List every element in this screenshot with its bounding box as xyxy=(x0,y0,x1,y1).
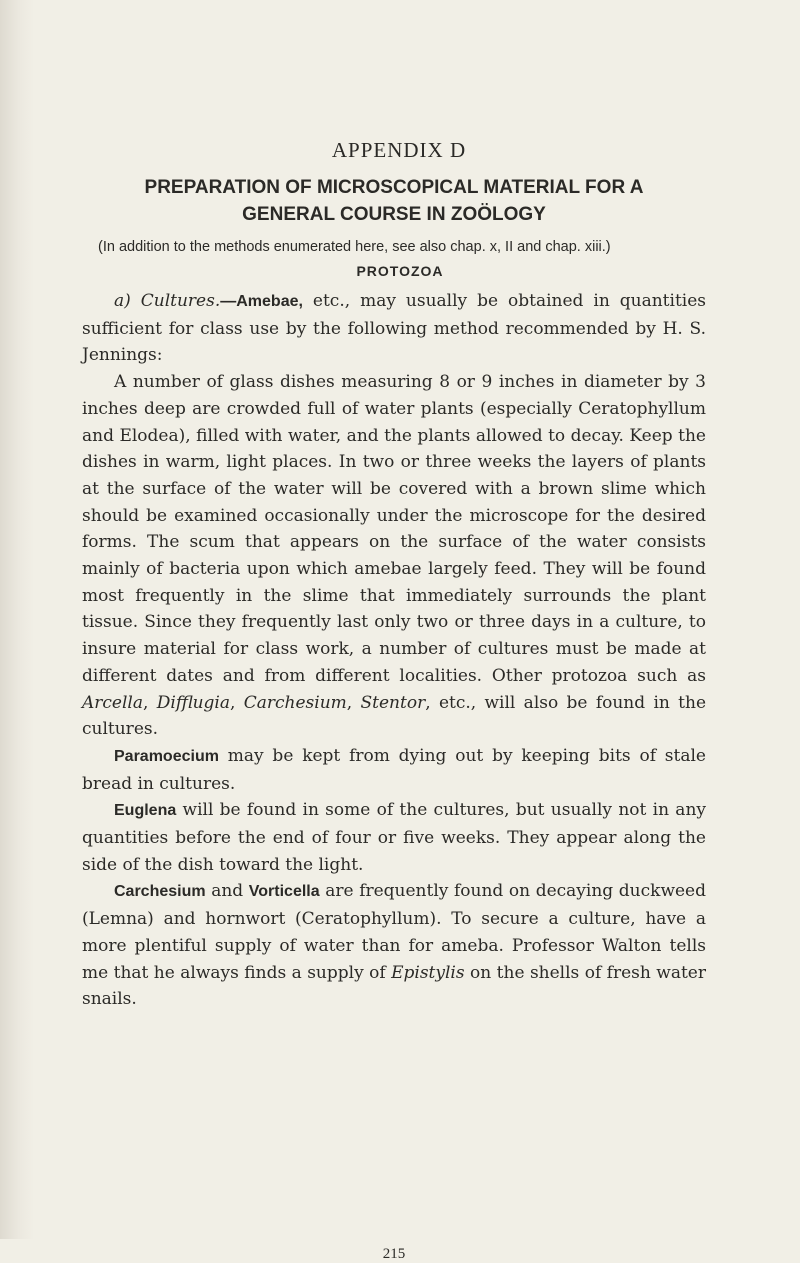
euglena-term: Euglena xyxy=(114,802,177,820)
euglena-text: will be found in some of the cultures, but usually not in any quantities before the end of four or five weeks. They appear along the side of the dish toward the light. xyxy=(82,800,706,875)
chapter-title xyxy=(82,174,706,228)
conjunction: and xyxy=(205,881,249,902)
paragraph-paramoecium xyxy=(82,743,706,797)
page-edge-shadow xyxy=(0,0,34,1239)
carchesium-term: Carchesium xyxy=(114,883,206,901)
method-tail: , etc., will also be found in the cultures. xyxy=(82,692,707,740)
paragraph-cultures xyxy=(82,288,706,369)
amebae-term: —Amebae, xyxy=(220,293,303,310)
section-heading-protozoa: PROTOZOA xyxy=(356,263,444,279)
paramoecium-term: Paramoecium xyxy=(114,747,219,765)
carchesium-tail: on the shells of fresh water snails. xyxy=(82,962,706,1010)
genus-separator: , xyxy=(346,692,361,713)
paragraph-method xyxy=(82,369,706,743)
method-text: A number of glass dishes measuring 8 or 9 inches in diameter by 3 inches deep are crowded full of water plants (especially Ceratophyllum and Elodea), filled with water, and the plants allowed to decay. Keep the dishes in warm, light places. In two or three weeks the layers of plants at the surface of the water will be covered with a brown slime which should be examined occasionally under the microscope for the desired forms. The scum that appears on the surface of the water consists mainly of bacteria upon which amebae largely feed. They will be found most frequently in the slime that immediately surrounds the plant tissue. Since they frequently last only two or three days in a culture, to insure material for class work, a number of cultures must be made at different dates and from different localities. Other protozoa such as xyxy=(82,372,706,686)
genus-separator: , xyxy=(229,692,244,713)
paramoecium-text: may be kept from dying out by keeping bits of stale bread in cultures. xyxy=(82,745,706,794)
genus-stentor: Stentor xyxy=(360,692,426,713)
genus-separator: , xyxy=(143,692,157,713)
cultures-text: etc., may usually be obtained in quantities sufficient for class use by the following method recommended by H. S. Jennings: xyxy=(82,291,706,366)
genus-arcella: Arcella xyxy=(82,692,143,713)
cultures-label: a) Cultures. xyxy=(114,291,221,311)
paragraph-euglena xyxy=(82,797,706,878)
chapter-title-line-1: PREPARATION OF MICROSCOPICAL MATERIAL FOR A xyxy=(144,177,644,198)
appendix-title: APPENDIX D xyxy=(331,138,467,162)
vorticella-term: Vorticella xyxy=(248,883,320,901)
carchesium-text: are frequently found on decaying duckweed (Lemna) and hornwort (Ceratophyllum). To secure a culture, have a more plentiful supply of water than for ameba. Professor Walton tells me that he always finds a supply of xyxy=(82,881,707,983)
genus-difflugia: Difflugia xyxy=(156,692,230,713)
genus-carchesium: Carchesium xyxy=(243,692,347,713)
genus-epistylis: Epistylis xyxy=(391,962,465,983)
page-number: 215 xyxy=(382,1246,406,1262)
book-page xyxy=(82,138,707,1262)
chapter-title-line-2: GENERAL COURSE IN ZOÖLOGY xyxy=(242,204,546,225)
introductory-note: (In addition to the methods enumerated here, see also chap. x, II and chap. xiii.) xyxy=(98,239,611,255)
paragraph-carchesium xyxy=(82,878,706,1013)
